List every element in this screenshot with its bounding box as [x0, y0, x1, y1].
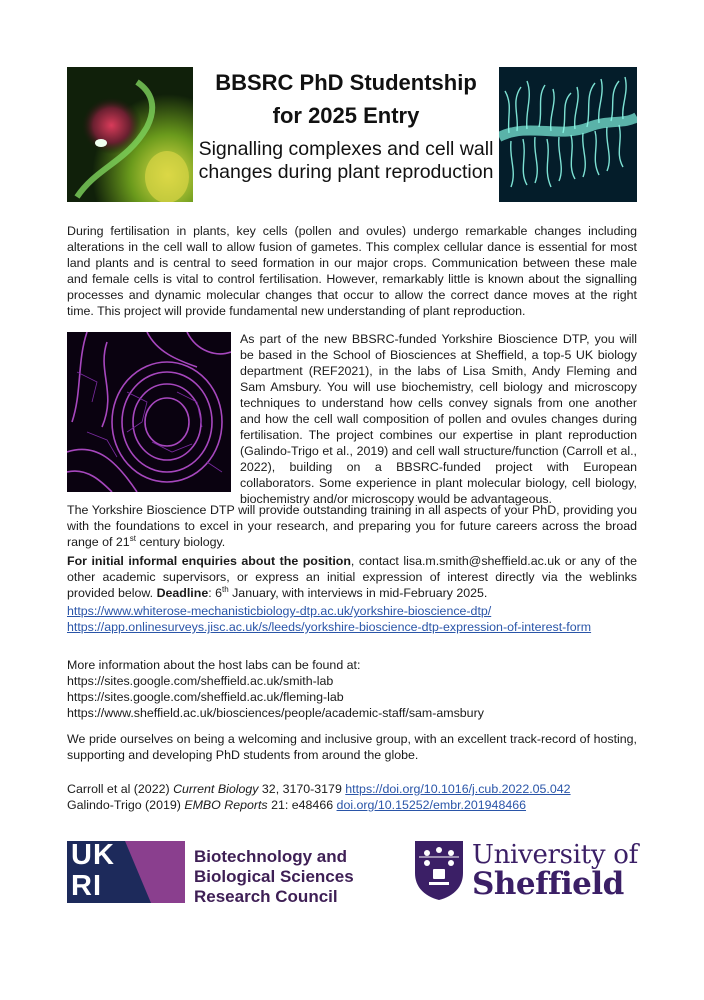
reference-item	[67, 781, 657, 797]
fleming-lab-url: https://sites.google.com/sheffield.ac.uk/fleming-lab	[67, 690, 344, 704]
intro-paragraph: During fertilisation in plants, key cells (pollen and ovules) undergo remarkable changes including alterations in the cell wall to allow fusion of gametes. This complex cellular dance is essential for most land plants and is central to seed formation in our major crops. Communication between these male and female cells is vital to control fertilisation. However, remarkably little is known about the signalling processes and dynamic molecular changes that occur to allow the correct dance moves at the right time. This project will provide fundamental new understanding of plant reproduction.	[67, 224, 637, 318]
training-text-a: The Yorkshire Bioscience DTP will provide outstanding training in all aspects of your PhD, providing you with the foundations to excel in your research, and preparing you for future careers across the broad range of 21	[67, 503, 637, 549]
enquiry-text: , contact lisa.m.smith@sheffield.ac.uk or any of the other academic supervisors, or express an initial expression of interest directly via the weblinks provided below.	[67, 554, 637, 600]
application-links	[67, 603, 637, 635]
reference-item	[67, 797, 657, 813]
reference-details: 21: e48466	[267, 798, 337, 812]
university-of-text: University of	[472, 840, 638, 870]
enquiry-bold-lead: For initial informal enquiries about the position	[67, 554, 351, 568]
ukri-top-letters: UK	[71, 839, 115, 871]
enquiry-paragraph	[67, 553, 637, 601]
smith-lab-url: https://sites.google.com/sheffield.ac.uk/smith-lab	[67, 674, 334, 688]
references	[67, 781, 657, 813]
deadline-text-a: : 6	[208, 586, 222, 600]
bbsrc-line-2: Biological Sciences	[194, 867, 354, 886]
training-text-b: century biology.	[135, 535, 226, 549]
amsbury-profile-url: https://www.sheffield.ac.uk/biosciences/people/academic-staff/sam-amsbury	[67, 706, 484, 720]
ukri-bottom-letters: RI	[71, 870, 102, 902]
reference-authors: Carroll et al (2022)	[67, 782, 174, 796]
reference-doi-link[interactable]: doi.org/10.15252/embr.201948466	[336, 798, 527, 812]
page-title	[192, 66, 500, 132]
reference-authors: Galindo-Trigo (2019)	[67, 798, 185, 812]
ukri-logo	[67, 841, 185, 903]
host-labs-info	[67, 657, 637, 721]
project-subtitle: Signalling complexes and cell wall changes during plant reproduction	[198, 138, 494, 183]
deadline-text-b: January, with interviews in mid-February 2025.	[228, 586, 488, 600]
dtp-paragraph: As part of the new BBSRC-funded Yorkshire Bioscience DTP, you will be based in the School of Biosciences at Sheffield, a top-5 UK biology department (REF2021), in the labs of Lisa Smith, Andy Fleming and Sam Amsbury. You will use biochemistry, cell biology and microscopy techniques to understand how cells convey signals from one another and how the cell wall composition of pollen and ovules changes during fertilisation. The project combines our expertise in plant reproduction (Galindo-Trigo et al., 2019) and cell wall structure/function (Carroll et al., 2022), building on a BBSRC-funded project with European collaborators. Some experience in plant molecular biology, cell biology, biochemistry and/or microscopy would be advantageous.	[240, 332, 637, 506]
welcome-paragraph: We pride ourselves on being a welcoming and inclusive group, with an excellent track-record of hosting, supporting and developing PhD students from around the globe.	[67, 732, 637, 762]
sheffield-crest-icon	[413, 839, 465, 901]
root-hairs-image	[499, 67, 637, 202]
bbsrc-line-1: Biotechnology and	[194, 847, 347, 866]
title-line-2: for 2025 Entry	[272, 103, 420, 128]
reference-journal: Current Biology	[173, 782, 259, 796]
sheffield-text: Sheffield	[472, 866, 624, 902]
pollen-tube-image	[67, 67, 193, 202]
title-line-1: BBSRC PhD Studentship	[215, 70, 477, 95]
host-labs-heading: More information about the host labs can be found at:	[67, 658, 361, 672]
bbsrc-name	[194, 847, 354, 907]
ovule-image	[67, 332, 231, 492]
reference-doi-link[interactable]: https://doi.org/10.1016/j.cub.2022.05.042	[345, 782, 571, 796]
training-superscript: st	[129, 533, 136, 543]
reference-journal: EMBO Reports	[184, 798, 268, 812]
deadline-label: Deadline	[156, 586, 209, 600]
training-paragraph	[67, 502, 637, 550]
dtp-website-link[interactable]: https://www.whiterose-mechanisticbiology-dtp.ac.uk/yorkshire-bioscience-dtp/	[67, 604, 492, 618]
expression-of-interest-link[interactable]: https://app.onlinesurveys.jisc.ac.uk/s/leeds/yorkshire-bioscience-dtp-expression-of-interest-form	[67, 620, 592, 634]
reference-details: 32, 3170-3179	[258, 782, 346, 796]
deadline-superscript: th	[222, 584, 229, 594]
bbsrc-line-3: Research Council	[194, 887, 338, 906]
